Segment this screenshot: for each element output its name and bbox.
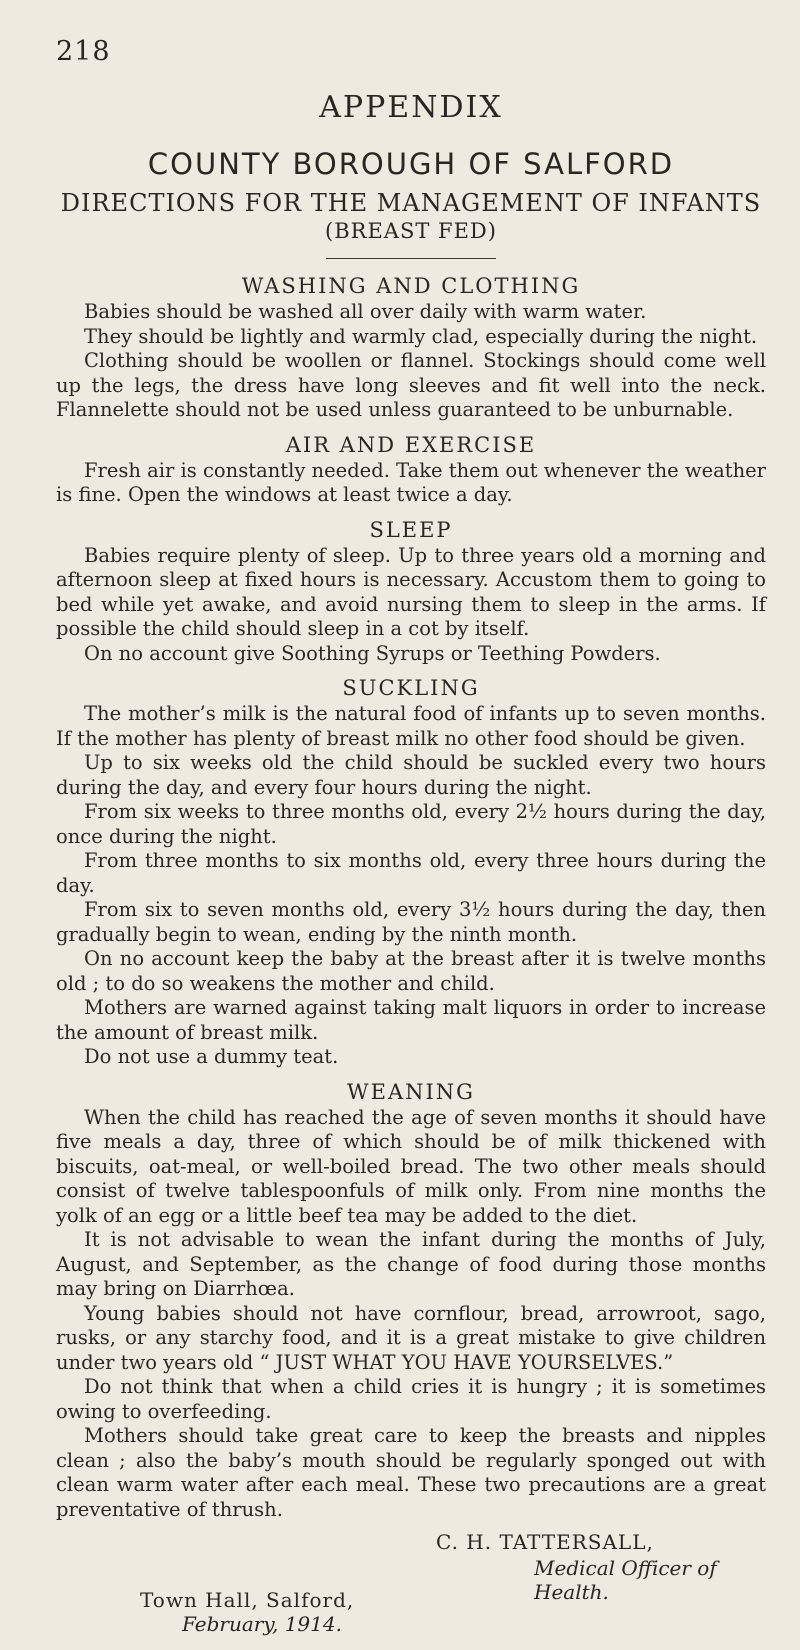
paragraph: Clothing should be woollen or flannel. Stockings should come well up the legs, the dress have long sleeves and fit well into the neck. Flannelette should not be used unless guaranteed to be unburnable. (56, 349, 766, 421)
signature-date: February, 1914. (182, 1612, 342, 1636)
paragraph: They should be lightly and warmly clad, especially during the night. (84, 324, 758, 348)
section-title: SUCKLING (342, 676, 480, 700)
subtitle: (BREAST FED) (325, 219, 497, 243)
page-number: 218 (56, 36, 111, 67)
paragraph: It is not advisable to wean the infant during the months of July, August, and September, as the change of food during those months may bring on Diarrhœa. (56, 1228, 766, 1300)
county-heading: COUNTY BOROUGH OF SALFORD (147, 147, 675, 181)
signatory-title: Medical Officer of Health. (534, 1556, 717, 1604)
appendix-title: APPENDIX (319, 90, 503, 125)
sleep-section (56, 518, 766, 667)
section-title: WEANING (347, 1079, 475, 1104)
signature-block (56, 1530, 766, 1650)
paragraph: When the child has reached the age of seven months it should have five meals a day, three of which should be of milk thickened with biscuits, oat-meal, or well-boiled bread. The two other meals should consist of twelve tablespoonfuls of milk only. From nine months the yolk of an egg or a little beef tea may be added to the diet. (56, 1105, 766, 1227)
paragraph: The mother’s milk is the natural food of infants up to seven months. If the mother has plenty of breast milk no other food should be given. (56, 702, 766, 750)
paragraph: Babies require plenty of sleep. Up to three years old a morning and afternoon sleep at fixed hours is necessary. Accustom them to going to bed while yet awake, and avoid nursing them to sleep in the arms. If possible the child should sleep in a cot by itself. (56, 543, 766, 640)
paragraph: From three months to six months old, every three hours during the day. (56, 849, 766, 897)
paragraph: From six weeks to three months old, every 2½ hours during the day, once during the night. (56, 800, 766, 848)
washing-section (56, 274, 766, 423)
directions-heading: DIRECTIONS FOR THE MANAGEMENT OF INFANTS (60, 189, 762, 217)
paragraph: Babies should be washed all over daily with warm water. (84, 300, 647, 323)
paragraph: Mothers should take great care to keep the breasts and nipples clean ; also the baby’s mouth should be regularly sponged out with clean warm water after each meal. These two precautions are a great preventative of thrush. (56, 1424, 766, 1521)
signatory-name: C. H. TATTERSALL, (436, 1530, 654, 1554)
paragraph: Do not use a dummy teat. (84, 1045, 339, 1068)
section-title: AIR AND EXERCISE (285, 432, 537, 457)
air-section (56, 433, 766, 508)
section-title: SLEEP (369, 517, 453, 542)
paragraph: Fresh air is constantly needed. Take them out whenever the weather is fine. Open the windows at least twice a day. (56, 458, 766, 506)
paragraph: Up to six weeks old the child should be suckled every two hours during the day, and every four hours during the night. (56, 751, 766, 799)
paragraph: On no account give Soothing Syrups or Teething Powders. (84, 641, 661, 665)
paragraph: Mothers are warned against taking malt liquors in order to increase the amount of breast milk. (56, 996, 766, 1044)
paragraph: From six to seven months old, every 3½ hours during the day, then gradually begin to wean, ending by the ninth month. (56, 898, 766, 946)
paragraph: Young babies should not have cornflour, bread, arrowroot, sago, rusks, or any starchy food, and it is a great mistake to give children under two years old “ JUST WHAT YOU HAVE YOURSELVES.” (56, 1301, 766, 1374)
paragraph: Do not think that when a child cries it is hungry ; it is sometimes owing to overfeeding. (56, 1375, 766, 1423)
divider (326, 258, 496, 259)
suckling-section (56, 676, 766, 1070)
section-title: WASHING AND CLOTHING (241, 274, 581, 298)
paragraph: On no account keep the baby at the breast after it is twelve months old ; to do so weakens the mother and child. (56, 947, 766, 995)
weaning-section (56, 1080, 766, 1523)
signature-place: Town Hall, Salford, (140, 1588, 355, 1612)
